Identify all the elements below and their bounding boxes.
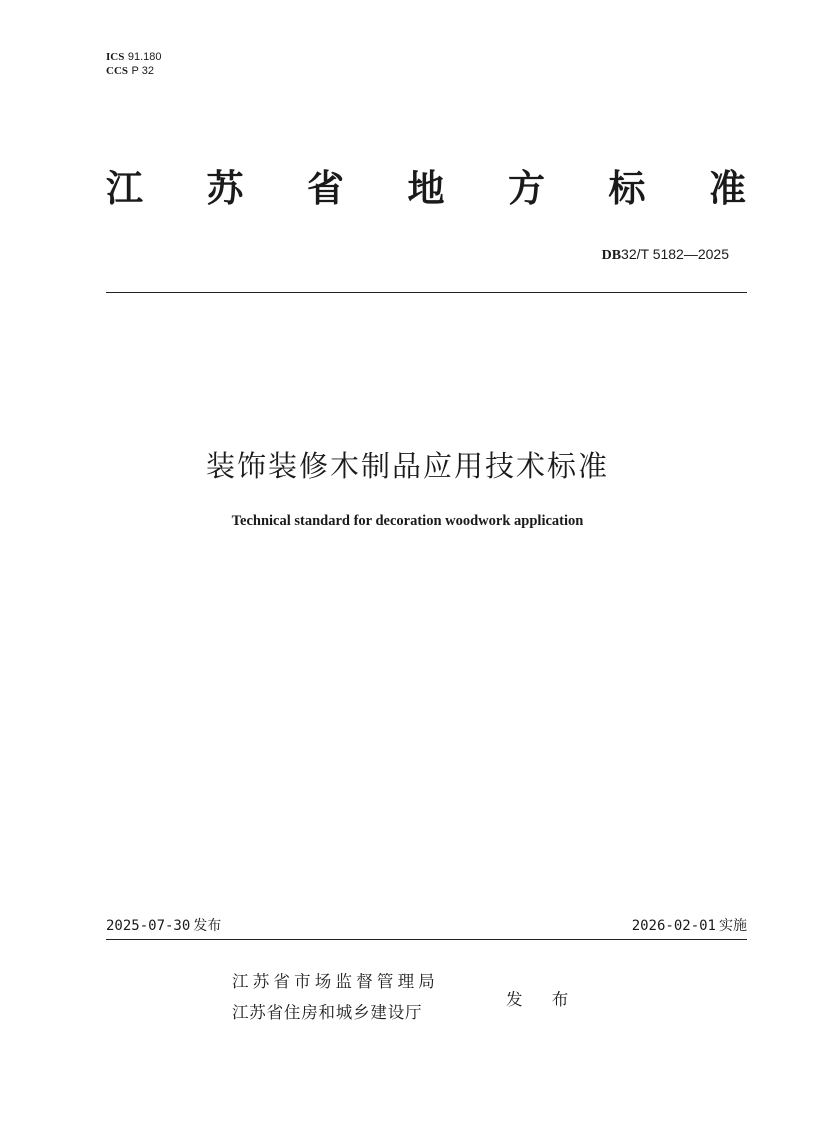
standard-type-char: 苏 xyxy=(206,167,244,210)
issue-date-value: 2025-07-30 xyxy=(106,918,191,934)
ccs-value: P 32 xyxy=(131,65,154,77)
effective-date-value: 2026-02-01 xyxy=(631,918,716,934)
effective-date-label: 实施 xyxy=(719,918,747,934)
bottom-divider xyxy=(106,939,747,940)
ics-value: 91.180 xyxy=(127,51,162,63)
standard-type-heading xyxy=(106,160,746,210)
issue-label: 发 布 xyxy=(506,990,581,1009)
issue-date xyxy=(106,915,221,935)
ics-code xyxy=(106,50,162,64)
issue-date-label: 发布 xyxy=(193,918,222,934)
standard-type-char: 省 xyxy=(307,167,344,210)
standard-type-char: 江 xyxy=(106,167,143,210)
title-chinese: 装饰装修木制品应用技术标准 xyxy=(205,449,609,483)
standard-number-code: 32/T 5182—2025 xyxy=(621,246,729,262)
standard-type-char: 标 xyxy=(608,167,646,210)
issuer-market-regulation: 江苏省市场监督管理局 xyxy=(232,972,439,991)
standard-type-char: 地 xyxy=(407,167,445,210)
effective-date xyxy=(632,915,747,935)
ccs-label: CCS xyxy=(106,65,129,77)
title-english: Technical standard for decoration woodwork application xyxy=(231,513,584,529)
standard-type-char: 方 xyxy=(508,167,545,210)
standard-number xyxy=(602,246,729,264)
ccs-code xyxy=(106,64,162,78)
ics-label: ICS xyxy=(106,51,125,63)
standard-number-prefix: DB xyxy=(601,248,622,263)
classification-codes xyxy=(106,50,162,78)
issuer-housing-construction: 江苏省住房和城乡建设厅 xyxy=(232,1003,423,1022)
standard-type-char: 准 xyxy=(709,167,746,210)
top-divider xyxy=(106,292,747,293)
issuing-authorities xyxy=(232,966,439,1028)
